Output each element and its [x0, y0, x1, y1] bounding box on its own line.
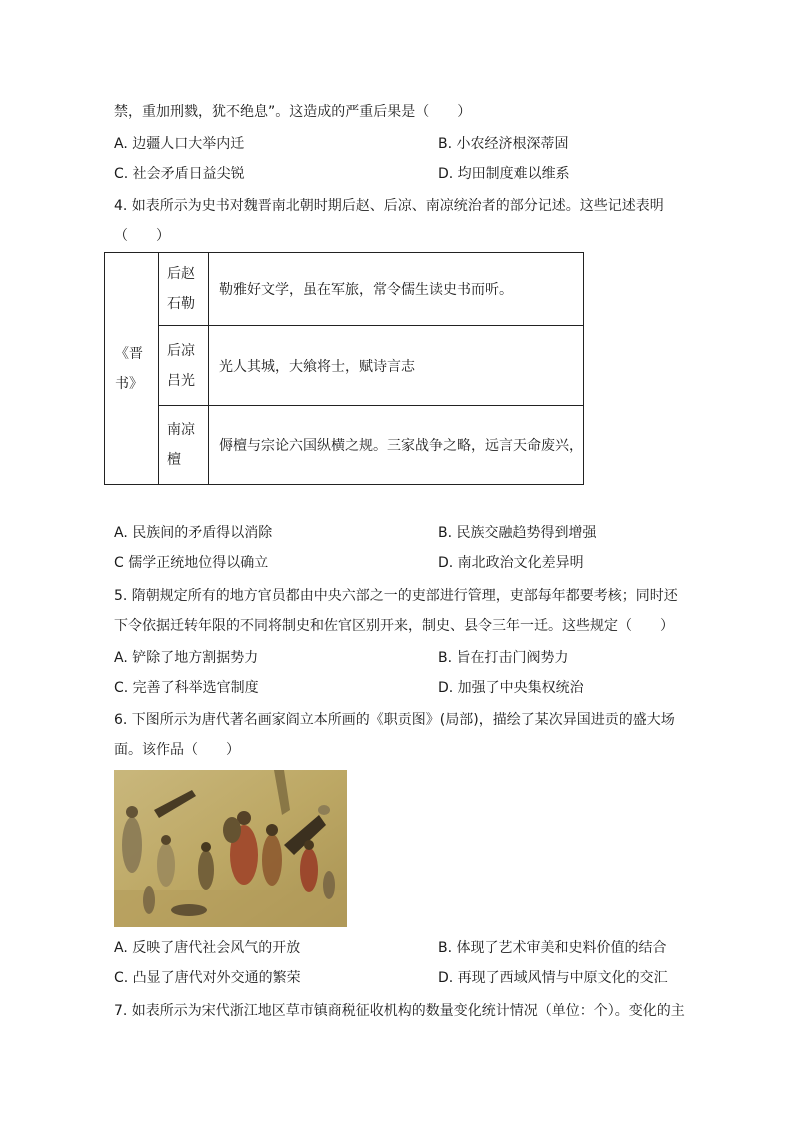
- q5-option-c[interactable]: C. 完善了科举选官制度: [114, 680, 259, 696]
- q4-option-d[interactable]: D. 南北政治文化差异明: [438, 555, 584, 571]
- ruler-cell: [158, 406, 208, 485]
- book-title: 《晋书》: [115, 345, 143, 392]
- q6-option-d[interactable]: D. 再现了西域风情与中原文化的交汇: [438, 970, 668, 986]
- q3-option-d[interactable]: D. 均田制度难以维系: [438, 166, 570, 182]
- ruler-name: 南凉檀: [166, 422, 195, 468]
- q6-option-a[interactable]: A. 反映了唐代社会风气的开放: [114, 940, 301, 956]
- q5-option-d[interactable]: D. 加强了中央集权统治: [438, 680, 584, 696]
- q4-option-b[interactable]: B. 民族交融趋势得到增强: [438, 525, 597, 541]
- ruler-cell: [158, 253, 208, 326]
- q6-stem-line2: 面。该作品（ ）: [114, 742, 240, 758]
- record-cell: 光人其城，大飨将士，赋诗言志: [209, 326, 584, 406]
- ruler-name: 后凉吕光: [166, 342, 195, 389]
- q4-source-table: [104, 252, 584, 485]
- q3-option-a[interactable]: A. 边疆人口大举内迁: [114, 136, 245, 152]
- q6-option-b[interactable]: B. 体现了艺术审美和史料价值的结合: [438, 940, 667, 956]
- record-cell: 傉檀与宗论六国纵横之规。三家战争之略，远言天命废兴，: [209, 406, 584, 485]
- q4-stem-line2: （ ）: [114, 228, 170, 244]
- q6-stem-line1: 6. 下图所示为唐代著名画家阎立本所画的《职贡图》(局部)，描绘了某次异国进贡的盛大场: [114, 712, 675, 728]
- q6-option-c[interactable]: C. 凸显了唐代对外交通的繁荣: [114, 970, 301, 986]
- ruler-cell: [158, 326, 208, 406]
- q4-option-a[interactable]: A. 民族间的矛盾得以消除: [114, 525, 273, 541]
- book-title-cell: [105, 253, 159, 485]
- record-cell: 勒雅好文学，虽在军旅，常令儒生读史书而听。: [209, 253, 584, 326]
- q4-stem-line1: 4. 如表所示为史书对魏晋南北朝时期后赵、后凉、南凉统治者的部分记述。这些记述表明: [114, 198, 664, 214]
- q3-option-b[interactable]: B. 小农经济根深蒂固: [438, 136, 569, 152]
- q4-option-c[interactable]: C 儒学正统地位得以确立: [114, 555, 269, 571]
- q5-option-b[interactable]: B. 旨在打击门阀势力: [438, 650, 569, 666]
- q7-stem-line1: 7. 如表所示为宋代浙江地区草市镇商税征收机构的数量变化统计情况（单位：个）。变化的主: [114, 1003, 685, 1019]
- ruler-name: 后赵石勒: [166, 266, 195, 312]
- q3-option-c[interactable]: C. 社会矛盾日益尖锐: [114, 166, 245, 182]
- q5-stem-line2: 下令依据迁转年限的不同将制史和佐官区别开来，制史、县令三年一迁。这些规定（ ）: [114, 618, 674, 634]
- q5-stem-line1: 5. 隋朝规定所有的地方官员都由中央六部之一的吏部进行管理，吏部每年都要考核；同时还: [114, 588, 678, 604]
- q5-option-a[interactable]: A. 铲除了地方割据势力: [114, 650, 259, 666]
- zhigong-painting-image: [114, 770, 347, 927]
- q3-stem: 禁，重加刑戮，犹不绝息”。这造成的严重后果是（ ）: [114, 104, 472, 120]
